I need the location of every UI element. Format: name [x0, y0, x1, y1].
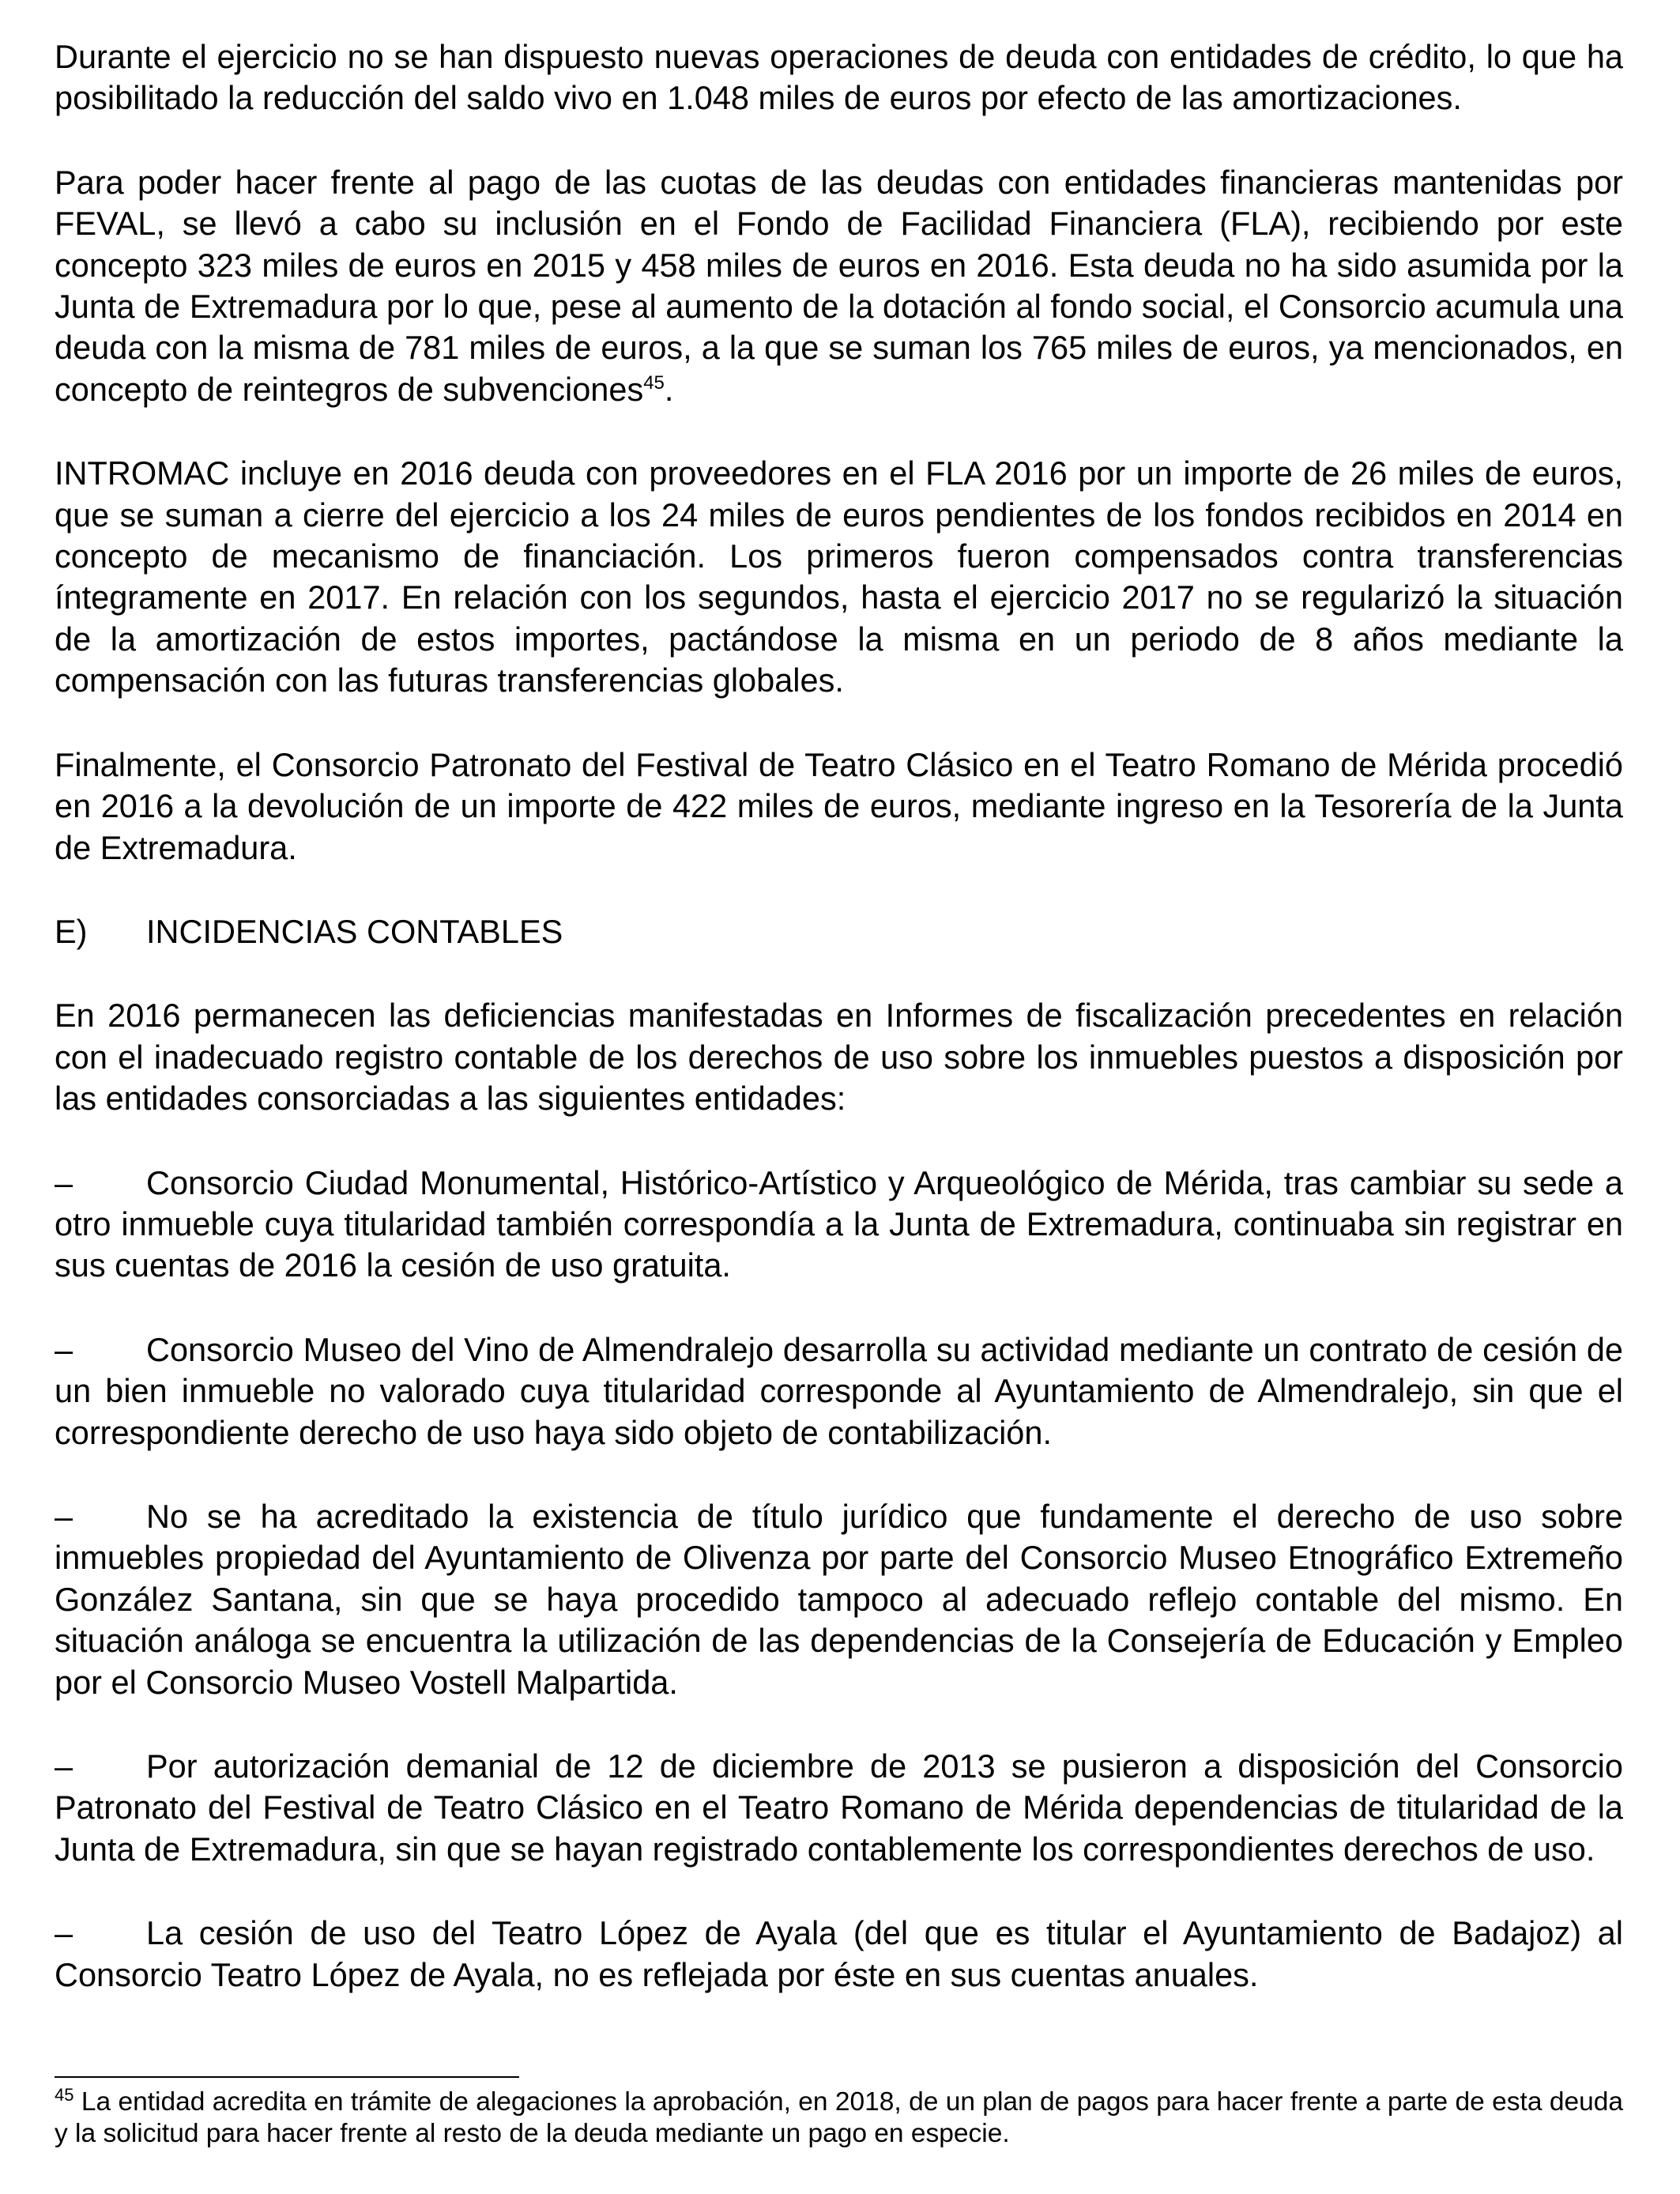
dash-bullet-icon: – — [55, 1330, 73, 1368]
bullet-item-museo-vino — [55, 1329, 1623, 1453]
dash-bullet-icon: – — [55, 1914, 73, 1952]
footnote-text: La entidad acredita en trámite de alegaciones la aprobación, en 2018, de un plan de pagos para hacer frente a parte de esta deuda y la solicitud para hacer frente al resto de la deuda mediante un pago en especie. — [55, 2087, 1623, 2148]
paragraph-feval-fla-end: . — [664, 370, 674, 408]
footnote-45 — [55, 2084, 1623, 2150]
bullet-text: Consorcio Museo del Vino de Almendralejo desarrolla su actividad mediante un contrato de cesión de un bien inmueble no valorado cuya titularidad corresponde al Ayuntamiento de Almendralejo, sin que el correspondiente derecho de uso haya sido objeto de contabilización. — [55, 1330, 1623, 1451]
section-title: INCIDENCIAS CONTABLES — [146, 912, 563, 950]
bullet-text: No se ha acreditado la existencia de título jurídico que fundamente el derecho de uso sobre inmuebles propiedad del Ayuntamiento de Olivenza por parte del Consorcio Museo Etnográfico Extremeño González Santana, sin que se haya procedido tampoco al adecuado reflejo contable del mismo. En situación análoga se encuentra la utilización de las dependencias de la Consejería de Educación y Empleo por el Consorcio Museo Vostell Malpartida. — [55, 1497, 1623, 1701]
bullet-item-autorizacion-demanial — [55, 1746, 1623, 1870]
footnote-reference-45[interactable]: 45 — [643, 372, 665, 394]
section-number: E) — [55, 912, 88, 950]
bullet-item-ciudad-monumental — [55, 1163, 1623, 1287]
paragraph-feval-fla — [55, 162, 1623, 410]
paragraph-debt-reduction: Durante el ejercicio no se han dispuesto nuevas operaciones de deuda con entidades de crédito, lo que ha posibilitado la reducción del saldo vivo en 1.048 miles de euros por efecto de las amortizaciones. — [55, 38, 1623, 117]
bullet-item-olivenza — [55, 1496, 1623, 1703]
paragraph-deficiencias: En 2016 permanecen las deficiencias manifestadas en Informes de fiscalización precedentes en relación con el inadecuado registro contable de los derechos de uso sobre los inmuebles puestos a disposición por las entidades consorciadas a las siguientes entidades: — [55, 997, 1623, 1118]
paragraph-feval-fla-text: Para poder hacer frente al pago de las cuotas de las deudas con entidades financieras mantenidas por FEVAL, se llevó a cabo su inclusión en el Fondo de Facilidad Financiera (FLA), recibiendo por este concepto 323 miles de euros en 2015 y 458 miles de euros en 2016. Esta deuda no ha sido asumida por la Junta de Extremadura por lo que, pese al aumento de la dotación al fondo social, el Consorcio acumula una deuda con la misma de 781 miles de euros, a la que se suman los 765 miles de euros, ya mencionados, en concepto de reintegros de subvenciones — [55, 163, 1623, 408]
paragraph-teatro-clasico: Finalmente, el Consorcio Patronato del Festival de Teatro Clásico en el Teatro Romano de Mérida procedió en 2016 a la devolución de un importe de 422 miles de euros, mediante ingreso en la Tesorería de la Junta de Extremadura. — [55, 745, 1623, 866]
paragraph-intromac: INTROMAC incluye en 2016 deuda con proveedores en el FLA 2016 por un importe de 26 miles de euros, que se suman a cierre del ejercicio a los 24 miles de euros pendientes de los fondos recibidos en 2014 en concepto de mecanismo de financiación. Los primeros fueron compensados contra transferencias íntegramente en 2017. En relación con los segundos, hasta el ejercicio 2017 no se regularizó la situación de la amortización de estos importes, pactándose la misma en un periodo de 8 años mediante la compensación con las futuras transferencias globales. — [55, 454, 1623, 699]
bullet-text: Por autorización demanial de 12 de diciembre de 2013 se pusieron a disposición del Consorcio Patronato del Festival de Teatro Clásico en el Teatro Romano de Mérida dependencias de titularidad de la Junta de Extremadura, sin que se hayan registrado contablemente los correspondientes derechos de uso. — [55, 1747, 1623, 1868]
bullet-text: La cesión de uso del Teatro López de Ayala (del que es titular el Ayuntamiento de Badajoz) al Consorcio Teatro López de Ayala, no es reflejada por éste en sus cuentas anuales. — [55, 1914, 1623, 1993]
dash-bullet-icon: – — [55, 1747, 73, 1785]
bullet-text: Consorcio Ciudad Monumental, Histórico-Artístico y Arqueológico de Mérida, tras cambiar su sede a otro inmueble cuya titularidad también correspondía a la Junta de Extremadura, continuaba sin registrar en sus cuentas de 2016 la cesión de uso gratuita. — [55, 1163, 1623, 1284]
bullet-item-teatro-lopez-ayala — [55, 1913, 1623, 1996]
dash-bullet-icon: – — [55, 1497, 73, 1535]
section-heading-e — [55, 911, 1623, 952]
page-body — [55, 36, 1623, 1996]
dash-bullet-icon: – — [55, 1163, 73, 1201]
footnote-separator — [55, 2076, 519, 2078]
footnote-number: 45 — [55, 2084, 74, 2105]
